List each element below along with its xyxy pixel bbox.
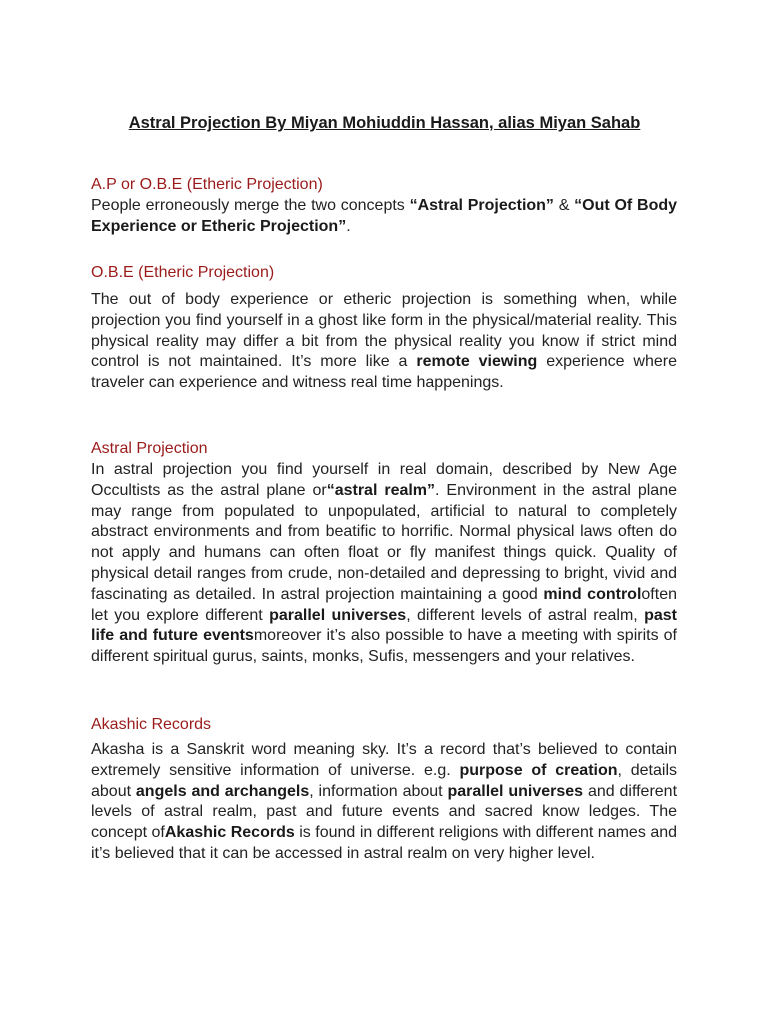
document-title: Astral Projection By Miyan Mohiuddin Hassan, alias Miyan Sahab xyxy=(128,114,641,132)
section-paragraph-ap-obe xyxy=(91,196,677,238)
emphasized-text: parallel universes xyxy=(447,782,584,800)
body-text: experience where traveler can experience and witness real time happenings. xyxy=(91,353,677,392)
section-paragraph-akashic-records xyxy=(91,740,677,865)
section-paragraph-obe xyxy=(91,290,677,394)
body-text: & xyxy=(553,197,575,214)
emphasized-text: “Astral Projection” xyxy=(409,197,554,214)
body-text: , details about xyxy=(91,761,678,800)
emphasized-text: past life and future events xyxy=(91,606,678,645)
body-text: often let you explore different xyxy=(91,585,677,624)
body-text: People erroneously merge the two concepts xyxy=(91,197,410,214)
body-text: is found in different religions with different names and it’s believed that it can be accessed in astral realm on very higher level. xyxy=(91,824,678,862)
emphasized-text: parallel universes xyxy=(269,606,407,624)
body-text: , different levels of astral realm, xyxy=(406,606,645,624)
body-text: moreover it’s also possible to have a meeting with spirits of different spiritual gurus, saints, monks, Sufis, messengers and your relatives. xyxy=(91,627,678,666)
body-text: and different levels of astral realm, past and future events and sacred know ledges. The concept of xyxy=(91,782,678,842)
emphasized-text: purpose of creation xyxy=(459,761,618,779)
emphasized-text: angels and archangels xyxy=(135,782,310,800)
emphasized-text: “astral realm” xyxy=(326,481,436,499)
section-heading-akashic-records: Akashic Records xyxy=(91,716,212,733)
body-text: Akasha is a Sanskrit word meaning sky. It’s a record that’s believed to contain extremely sensitive information of universe. e.g. xyxy=(91,741,677,779)
emphasized-text: “Out Of Body Experience or Etheric Projection” xyxy=(91,197,678,235)
body-text: . xyxy=(346,217,351,235)
body-text: , information about xyxy=(309,782,448,800)
section-heading-astral-projection: Astral Projection xyxy=(91,440,208,457)
emphasized-text: mind control xyxy=(543,585,642,603)
section-paragraph-astral-projection xyxy=(91,460,677,668)
emphasized-text: remote viewing xyxy=(416,353,538,371)
emphasized-text: Akashic Records xyxy=(164,824,295,842)
body-text: The out of body experience or etheric projection is something when, while projection you find yourself in a ghost like form in the physical/material reality. This physical reality may differ a bit from the physical reality you know if strict mind control is not maintained. It’s more like a xyxy=(91,291,677,371)
section-heading-obe: O.B.E (Etheric Projection) xyxy=(91,264,275,281)
body-text: . Environment in the astral plane may range from populated to unpopulated, artificial to natural to completely abstract environments and from beatific to horrific. Normal physical laws often do not apply and humans can often float or fly manifest things quick. Quality of physical detail ranges from crude, non-detailed and depressing to bright, vivid and fascinating as detailed. In astral projection maintaining a good xyxy=(91,481,677,603)
section-heading-ap-obe: A.P or O.B.E (Etheric Projection) xyxy=(91,176,323,193)
body-text: In astral projection you find yourself in real domain, described by New Age Occultists as the astral plane or xyxy=(91,461,677,499)
